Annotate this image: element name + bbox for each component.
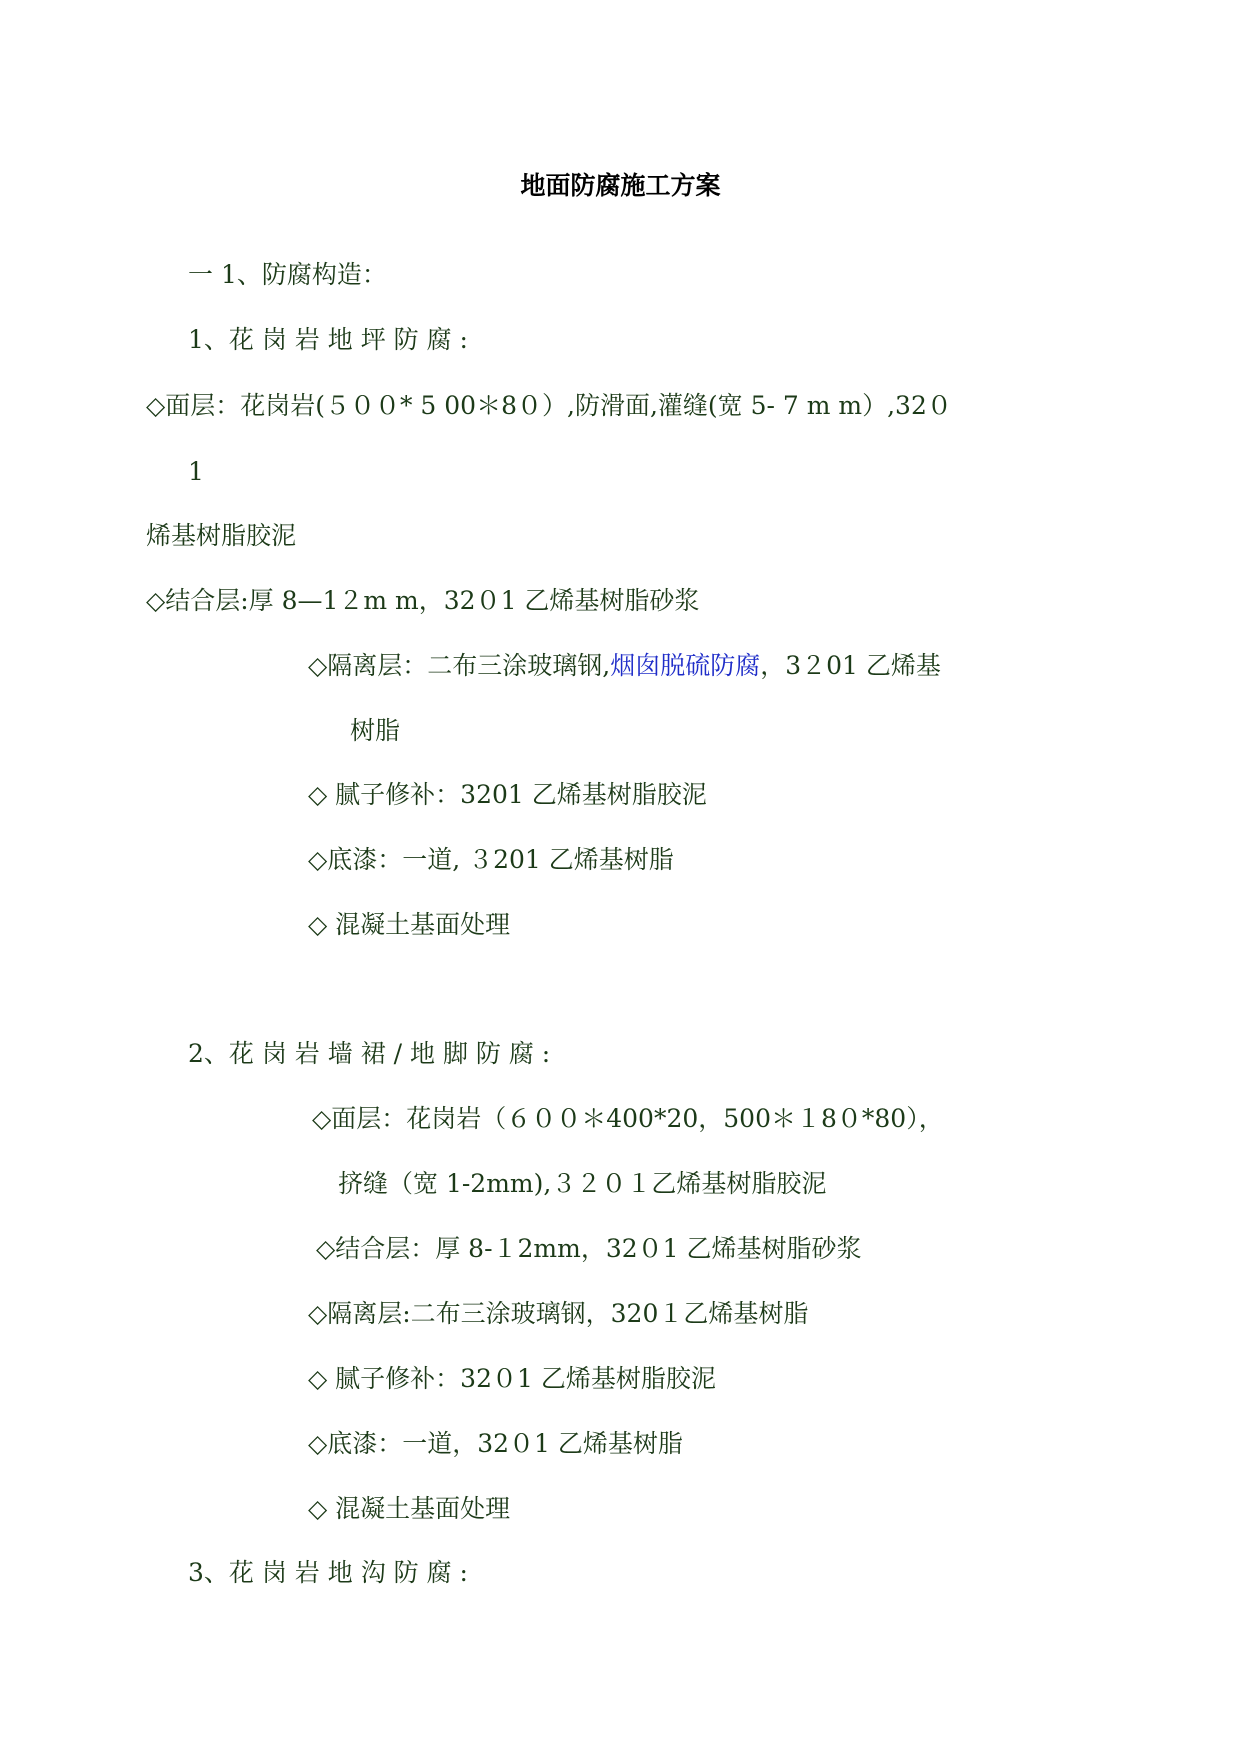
document-title: 地面防腐施工方案 — [520, 171, 721, 200]
s2-surface-line-2: 挤缝（宽 1-2mm),３２０１乙烯基树脂胶泥 — [338, 1169, 827, 1198]
s2-isolation-layer: ◇隔离层:二布三涂玻璃钢，320１乙烯基树脂 — [308, 1299, 809, 1328]
s2-putty-repair: ◇ 腻子修补：32０1 乙烯基树脂胶泥 — [308, 1364, 716, 1393]
s2-concrete-treatment: ◇ 混凝土基面处理 — [308, 1494, 511, 1523]
s1-surface-line-1: ◇面层：花岗岩(５００* 5 00＊8０）,防滑面,灌缝(宽 5- 7 m m）,32０ — [146, 391, 952, 420]
section-2-heading: 2、花 岗 岩 墙 裙 / 地 脚 防 腐 : — [188, 1039, 551, 1068]
s1-bonding-layer: ◇结合层:厚 8—1２m m，32０1 乙烯基树脂砂浆 — [146, 586, 700, 615]
construction-heading: 一 1、防腐构造： — [188, 260, 387, 289]
s1-isolation-line-2: 树脂 — [350, 716, 401, 745]
s1-primer: ◇底漆：一道, ３201 乙烯基树脂 — [308, 845, 674, 874]
section-1-heading: 1、花 岗 岩 地 坪 防 腐 : — [188, 325, 468, 354]
s2-primer: ◇底漆：一道，32０1 乙烯基树脂 — [308, 1429, 683, 1458]
s1-isolation-layer — [308, 651, 941, 681]
s1-surface-line-2: 1 — [188, 457, 204, 486]
s1-surface-line-3: 烯基树脂胶泥 — [146, 521, 297, 550]
s2-surface-line-1: ◇面层：花岗岩（６００＊400*20，500＊１8０*80）， — [312, 1104, 944, 1133]
s1-concrete-treatment: ◇ 混凝土基面处理 — [308, 910, 511, 939]
s2-bonding-layer: ◇结合层：厚 8-１2mm，32０1 乙烯基树脂砂浆 — [316, 1234, 862, 1263]
s1-isolation-suffix: ，3２01 乙烯基 — [760, 651, 941, 680]
chimney-desulfurization-link[interactable]: 烟囱脱硫防腐 — [610, 651, 761, 680]
s1-putty-repair: ◇ 腻子修补：3201 乙烯基树脂胶泥 — [308, 780, 707, 809]
section-3-heading: 3、花 岗 岩 地 沟 防 腐 : — [188, 1558, 468, 1587]
s1-isolation-prefix: ◇隔离层：二布三涂玻璃钢, — [308, 651, 611, 680]
